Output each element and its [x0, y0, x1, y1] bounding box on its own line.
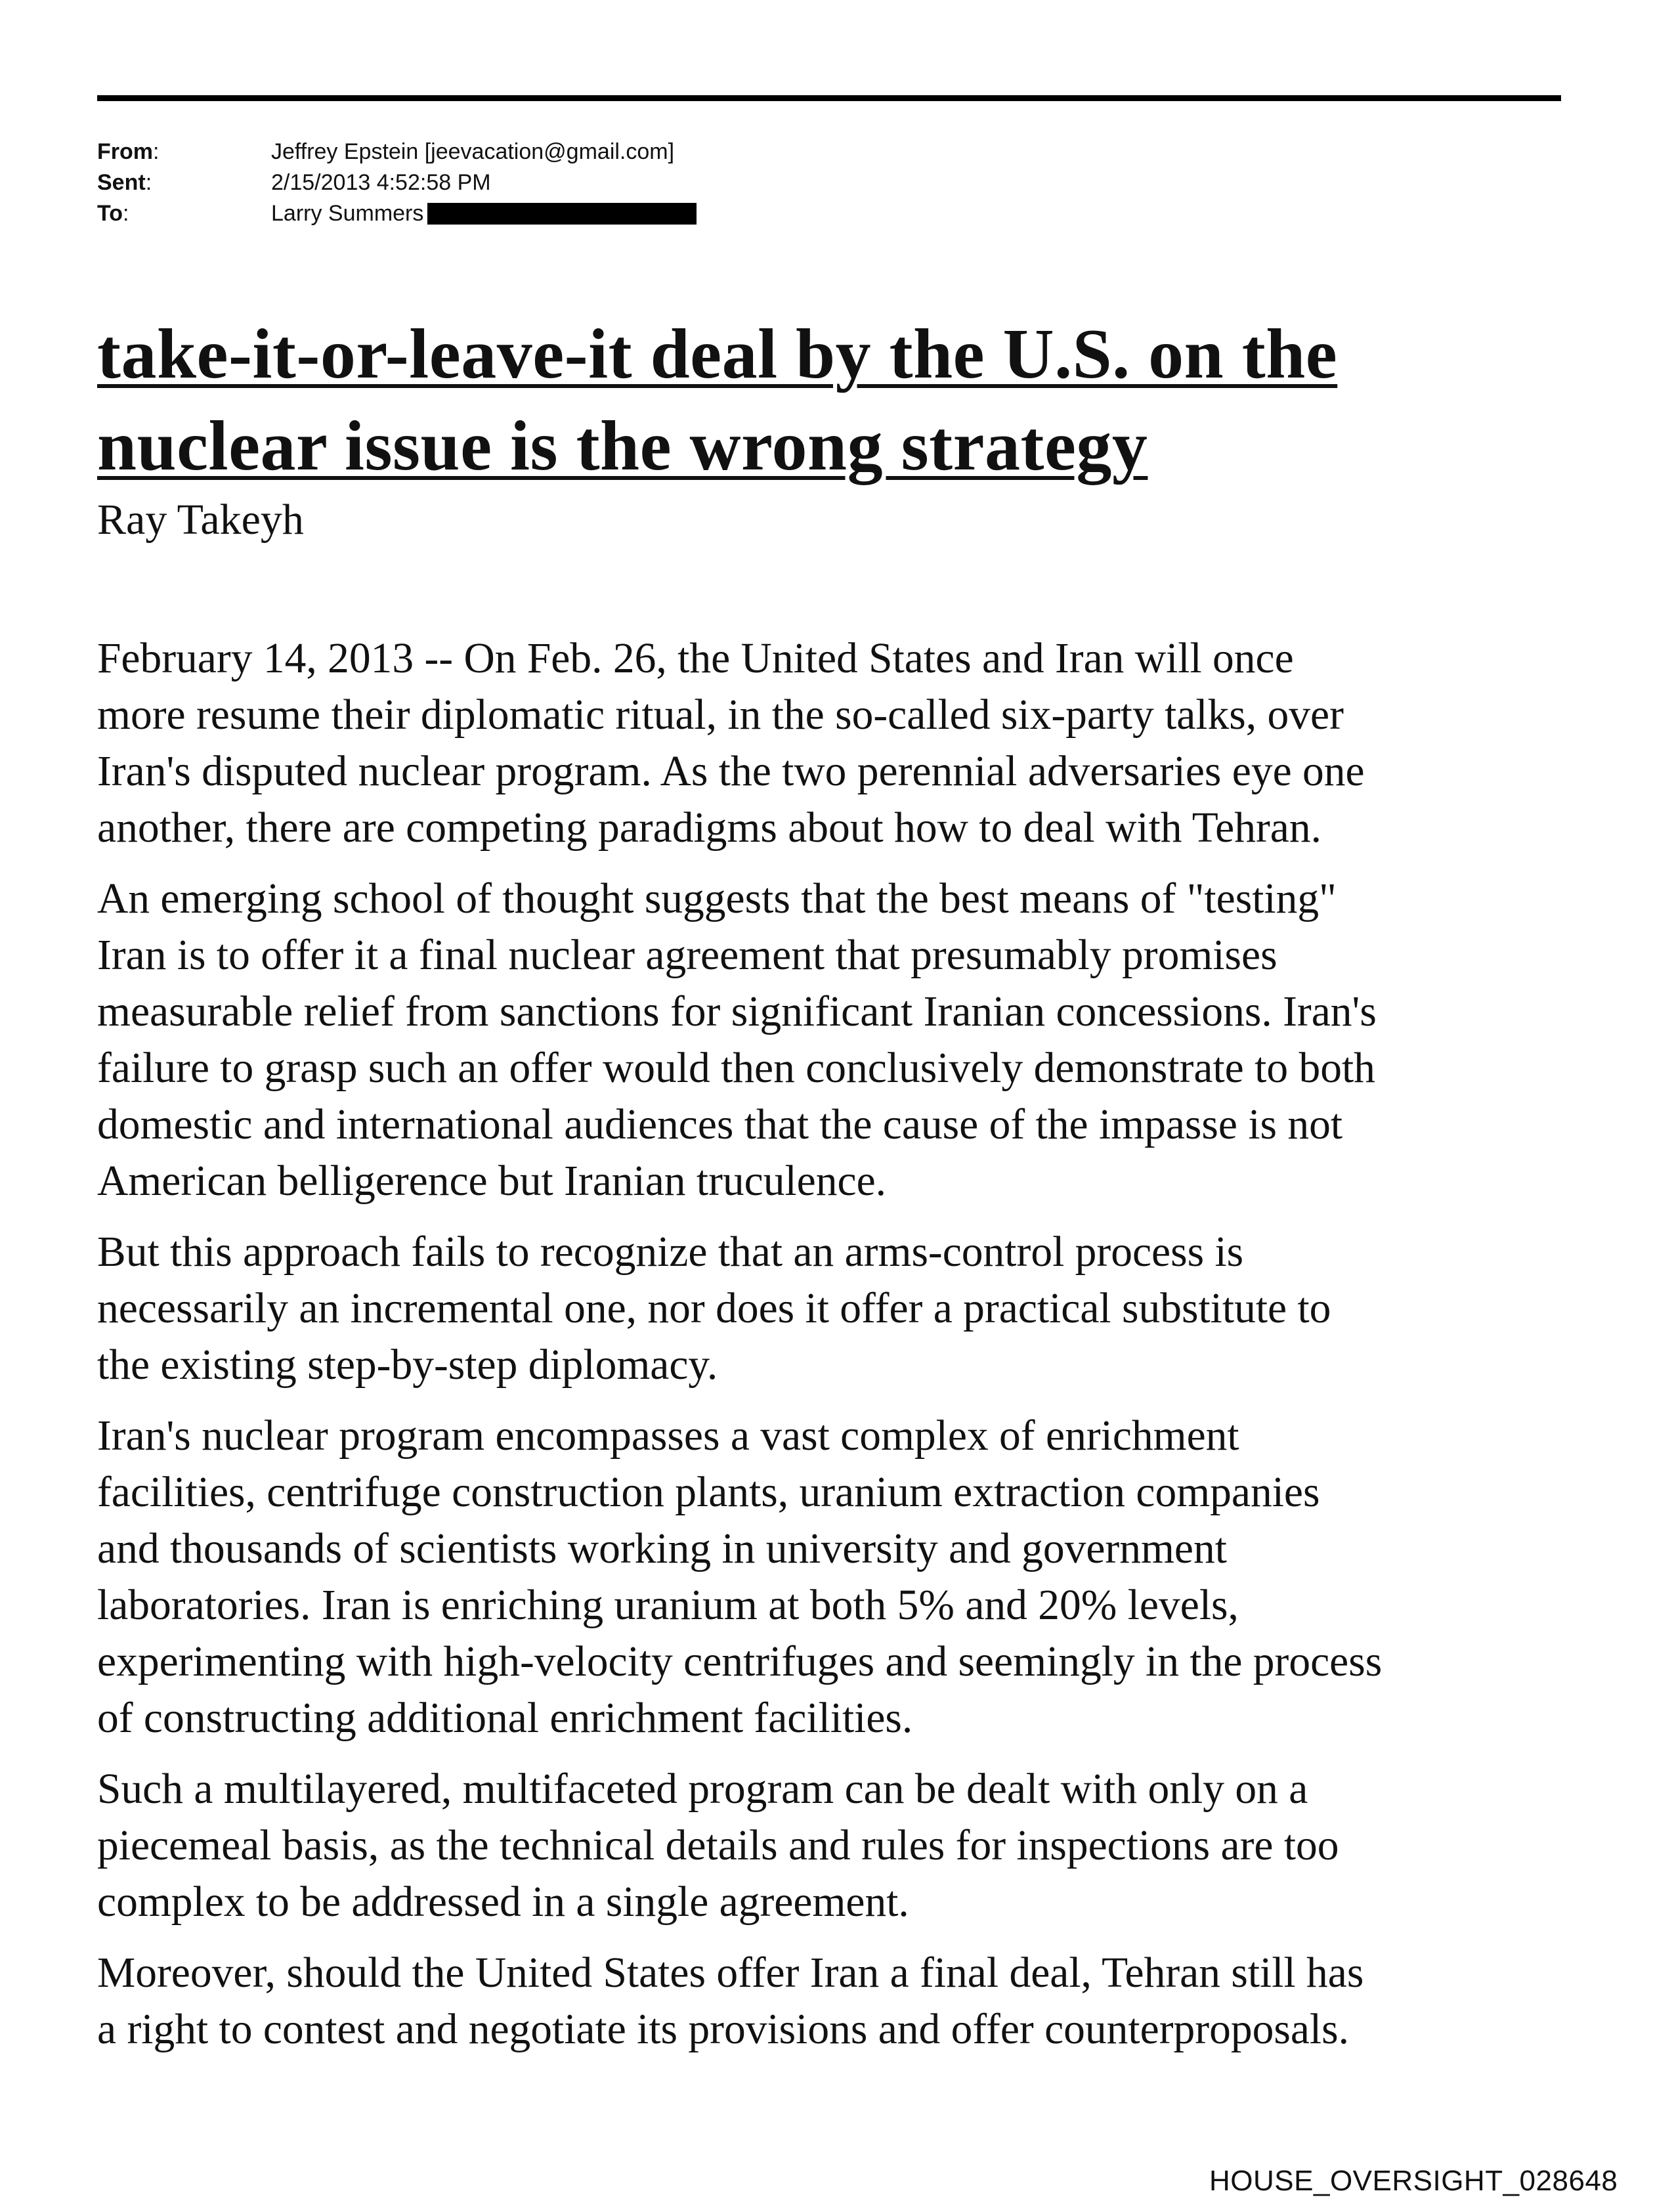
sent-value: 2/15/2013 4:52:58 PM — [271, 170, 491, 195]
article-title-line-1: take-it-or-leave-it deal by the U.S. on the — [97, 315, 1338, 393]
article-paragraph — [97, 871, 1571, 1209]
sent-colon: : — [145, 170, 152, 195]
redaction-block — [427, 203, 697, 225]
article-title — [97, 309, 1574, 492]
paragraph-line: But this approach fails to recognize that an arms-control process is — [97, 1228, 1244, 1276]
email-header — [97, 137, 697, 229]
paragraph-line: February 14, 2013 -- On Feb. 26, the United States and Iran will once — [97, 635, 1294, 682]
to-value: Larry Summers — [271, 201, 424, 226]
from-value: Jeffrey Epstein [jeevacation@gmail.com] — [271, 139, 675, 164]
paragraph-line: of constructing additional enrichment facilities. — [97, 1695, 913, 1742]
paragraph-line: and thousands of scientists working in university and government — [97, 1525, 1227, 1572]
article-title-line-2: nuclear issue is the wrong strategy — [97, 407, 1148, 485]
article-paragraph — [97, 1761, 1571, 1930]
paragraph-line: American belligerence but Iranian truculence. — [97, 1158, 887, 1205]
article-author: Ray Takeyh — [97, 496, 304, 544]
article-body — [97, 630, 1571, 2072]
to-row — [97, 198, 697, 229]
paragraph-line: a right to contest and negotiate its provisions and offer counterproposals. — [97, 2006, 1349, 2053]
paragraph-line: experimenting with high-velocity centrifuges and seemingly in the process — [97, 1638, 1383, 1685]
paragraph-line: Iran's disputed nuclear program. As the two perennial adversaries eye one — [97, 748, 1365, 795]
sent-label: Sent — [97, 170, 146, 195]
sent-label-wrap — [97, 167, 271, 198]
paragraph-line: more resume their diplomatic ritual, in the so-called six-party talks, over — [97, 691, 1344, 739]
article-paragraph — [97, 1224, 1571, 1393]
paragraph-line: Iran's nuclear program encompasses a vast complex of enrichment — [97, 1412, 1239, 1460]
paragraph-line: necessarily an incremental one, nor does it offer a practical substitute to — [97, 1285, 1331, 1332]
paragraph-line: the existing step-by-step diplomacy. — [97, 1341, 718, 1389]
paragraph-line: Moreover, should the United States offer Iran a final deal, Tehran still has — [97, 1949, 1364, 1997]
paragraph-line: facilities, centrifuge construction plants, uranium extraction companies — [97, 1469, 1320, 1516]
article-paragraph — [97, 1945, 1571, 2058]
header-divider — [97, 95, 1561, 101]
paragraph-line: domestic and international audiences that the cause of the impasse is not — [97, 1101, 1343, 1148]
paragraph-line: failure to grasp such an offer would then conclusively demonstrate to both — [97, 1045, 1375, 1092]
to-label: To — [97, 201, 123, 226]
paragraph-line: piecemeal basis, as the technical details and rules for inspections are too — [97, 1822, 1339, 1869]
from-row — [97, 137, 697, 167]
to-colon: : — [123, 201, 129, 226]
from-label: From — [97, 139, 153, 164]
article-paragraph — [97, 1408, 1571, 1746]
paragraph-line: Iran is to offer it a final nuclear agreement that presumably promises — [97, 932, 1277, 979]
document-id: HOUSE_OVERSIGHT_028648 — [1209, 2165, 1618, 2197]
paragraph-line: laboratories. Iran is enriching uranium at both 5% and 20% levels, — [97, 1582, 1239, 1629]
article-paragraph — [97, 630, 1571, 856]
paragraph-line: measurable relief from sanctions for significant Iranian concessions. Iran's — [97, 988, 1377, 1035]
to-label-wrap — [97, 198, 271, 229]
sent-row — [97, 167, 697, 198]
from-label-wrap — [97, 137, 271, 167]
paragraph-line: complex to be addressed in a single agreement. — [97, 1878, 909, 1926]
paragraph-line: An emerging school of thought suggests that the best means of "testing" — [97, 875, 1337, 922]
paragraph-line: another, there are competing paradigms about how to deal with Tehran. — [97, 804, 1321, 852]
from-colon: : — [153, 139, 160, 164]
paragraph-line: Such a multilayered, multifaceted program can be dealt with only on a — [97, 1766, 1308, 1813]
